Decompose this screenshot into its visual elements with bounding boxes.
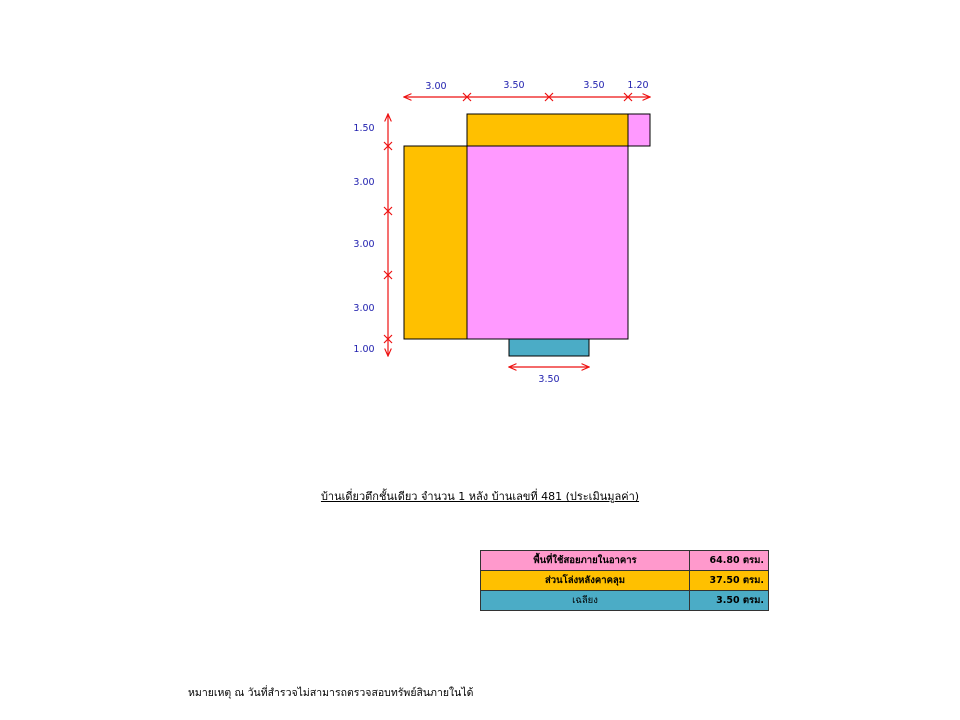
roofed-area-left [404, 146, 467, 339]
plan-caption: บ้านเดี่ยวตึกชั้นเดียว จำนวน 1 หลัง บ้านเลขที่ 481 (ประเมินมูลค่า) [320, 490, 640, 503]
interior-area-main [467, 146, 628, 339]
area-summary-table [480, 550, 769, 611]
area-value: 64.80 ตรม. [690, 551, 769, 571]
interior-area-corner [628, 114, 650, 146]
roofed-area-top [467, 114, 628, 146]
table-row [481, 591, 769, 611]
left-dim-label: 3.00 [353, 239, 375, 250]
left-dim-label: 3.00 [353, 303, 375, 314]
eave-area [509, 339, 589, 356]
table-row [481, 571, 769, 591]
table-row [481, 551, 769, 571]
top-dim-label: 3.50 [503, 80, 525, 91]
top-dim-label: 3.00 [425, 81, 447, 92]
top-dim-label: 1.20 [627, 80, 649, 91]
bottom-dim-label: 3.50 [538, 374, 560, 385]
area-label: ส่วนโล่งหลังคาคลุม [481, 571, 690, 591]
survey-note: หมายเหตุ ณ วันที่สำรวจไม่สามารถตรวจสอบทรัพย์สินภายในได้ [188, 687, 474, 699]
left-dim-label: 1.50 [353, 123, 375, 134]
area-value: 37.50 ตรม. [690, 571, 769, 591]
left-dim-label: 3.00 [353, 177, 375, 188]
left-dim-label: 1.00 [353, 344, 375, 355]
top-dim-label: 3.50 [583, 80, 605, 91]
area-label: เฉลียง [481, 591, 690, 611]
area-label: พื้นที่ใช้สอยภายในอาคาร [481, 551, 690, 571]
area-value: 3.50 ตรม. [690, 591, 769, 611]
